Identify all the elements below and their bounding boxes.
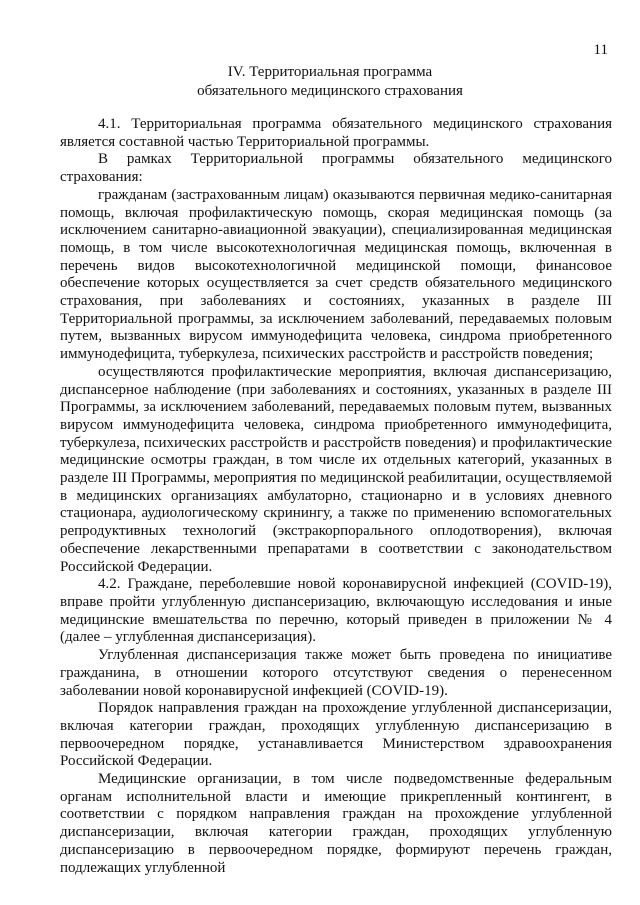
body-text bbox=[60, 116, 612, 877]
section-heading-line-1: IV. Территориальная программа bbox=[227, 64, 433, 80]
paragraph-4-2: 4.2. Граждане, переболевшие новой коронавирусной инфекцией (COVID-19), вправе пройти углубленную диспансеризацию, включающую исследования и иные медицинские вмешательства по перечню, который приведен в приложении № 4 (далее – углубленная диспансеризация). bbox=[60, 576, 612, 646]
paragraph-referral-procedure: Порядок направления граждан на прохождение углубленной диспансеризации, включая категории граждан, проходящих углубленную диспансеризацию в первоочередном порядке, устанавливается Министерством здравоохранения Российской Федерации. bbox=[60, 700, 612, 770]
paragraph-medical-organizations: Медицинские организации, в том числе подведомственные федеральным органам исполнительной власти и имеющие прикрепленный контингент, в соответствии с порядком направления граждан на прохождение углубленной диспансеризации, включая категории граждан, проходящих углубленную диспансеризацию в первоочередном порядке, формируют перечень граждан, подлежащих углубленной bbox=[60, 771, 612, 876]
page-number: 11 bbox=[593, 42, 608, 58]
paragraph-citizens-care: гражданам (застрахованным лицам) оказываются первичная медико-санитарная помощь, включая профилактическую помощь, скорая медицинская помощь (за исключением санитарно-авиационной эвакуации), специализированная медицинская помощь, в том числе высокотехнологичная медицинская помощь, включенная в перечень видов высокотехнологичной медицинской помощи, финансовое обеспечение которых осуществляется за счет средств обязательного медицинского страхования, при заболеваниях и состояниях, указанных в разделе III Территориальной программы, за исключением заболеваний, передаваемых половым путем, вызванных вирусом иммунодефицита человека, синдрома приобретенного иммунодефицита, туберкулеза, психических расстройств и расстройств поведения; bbox=[60, 186, 612, 363]
paragraph-4-1: 4.1. Территориальная программа обязательного медицинского страхования является составной частью Территориальной программы. bbox=[60, 116, 612, 150]
paragraph-in-depth-initiative: Углубленная диспансеризация также может быть проведена по инициативе гражданина, в отношении которого отсутствуют сведения о перенесенном заболевании новой коронавирусной инфекцией (COVID-19). bbox=[60, 647, 612, 699]
section-heading bbox=[60, 63, 600, 101]
paragraph-program-scope: В рамках Территориальной программы обязательного медицинского страхования: bbox=[60, 151, 612, 186]
paragraph-preventive-measures: осуществляются профилактические мероприятия, включая диспансеризацию, диспансерное наблюдение (при заболеваниях и состояниях, указанных в разделе III Программы, за исключением заболеваний, передаваемых половым путем, вызванных вирусом иммунодефицита человека, синдрома приобретенного иммунодефицита, туберкулеза, психических расстройств и расстройств поведения) и профилактические медицинские осмотры граждан, в том числе их отдельных категорий, указанных в разделе III Программы, мероприятия по медицинской реабилитации, осуществляемой в медицинских организациях амбулаторно, стационарно и в условиях дневного стационара, аудиологическому скринингу, а также по применению вспомогательных репродуктивных технологий (экстракорпорального оплодотворения), включая обеспечение лекарственными препаратами в соответствии с законодательством Российской Федерации. bbox=[60, 363, 612, 575]
section-heading-line-2: обязательного медицинского страхования bbox=[197, 83, 463, 99]
